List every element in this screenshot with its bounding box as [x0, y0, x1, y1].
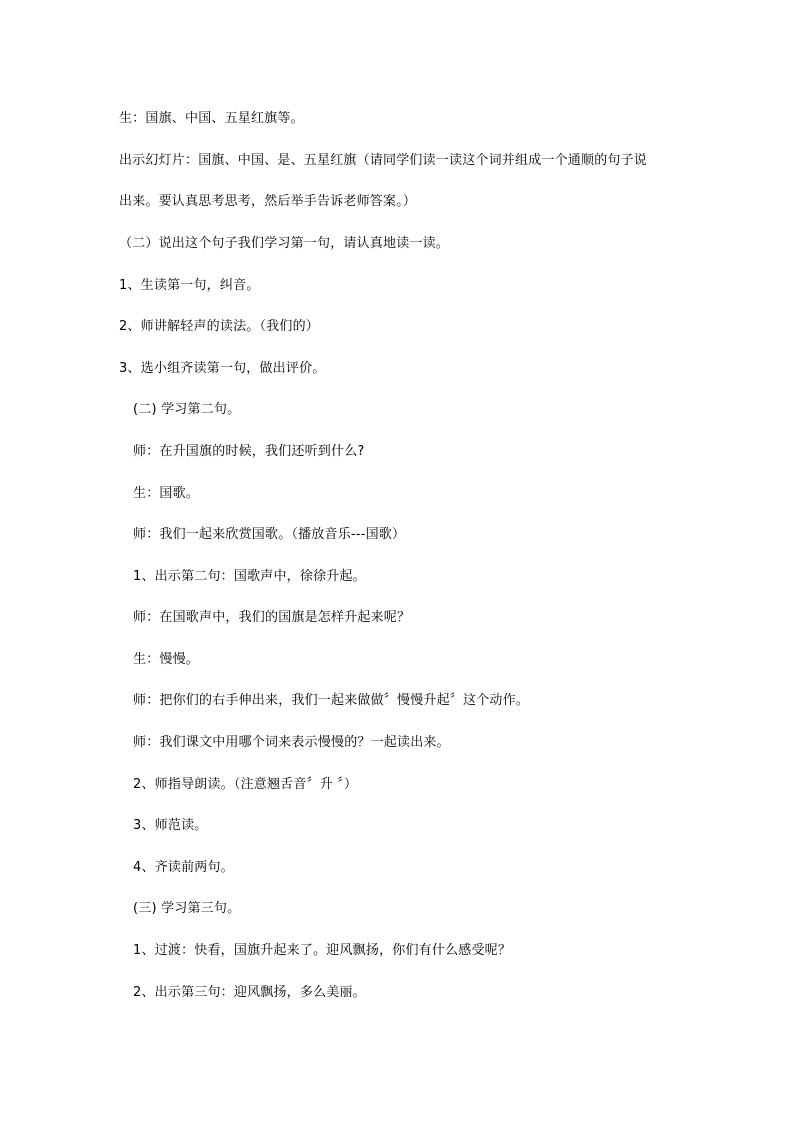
section-heading: (三) 学习第三句。	[133, 901, 241, 916]
text-line: （二）说出这个句子我们学习第一句，请认真地读一读。	[119, 236, 450, 251]
text-line: 师：我们一起来欣赏国歌。（播放音乐---国歌）	[133, 527, 406, 542]
text-line: 4、齐读前两句。	[133, 860, 234, 875]
text-line: 出来。要认真思考思考，然后举手告诉老师答案。）	[119, 194, 417, 209]
text-line: 生：国歌。	[133, 486, 200, 501]
text-line: 2、师指导朗读。（注意翘舌音〞升 〞）	[133, 777, 358, 792]
text-line: 1、过渡：快看，国旗升起来了。迎风飘扬，你们有什么感受呢？	[133, 943, 512, 958]
text-line: 3、师范读。	[133, 818, 208, 833]
text-line: 生：国旗、中国、五星红旗等。	[119, 111, 304, 126]
text-line: 1、出示第二句：国歌声中，徐徐升起。	[133, 569, 366, 584]
text-line: 2、师讲解轻声的读法。（我们的）	[119, 319, 319, 334]
text-line: 师：在国歌声中，我们的国旗是怎样升起来呢？	[133, 610, 411, 625]
text-line: 3、选小组齐读第一句，做出评价。	[119, 361, 326, 376]
text-line: 出示幻灯片：国旗、中国、是、五星红旗（请同学们读一读这个词并组成一个通顺的句子说	[119, 153, 648, 168]
text-line: 1、生读第一句，纠音。	[119, 278, 260, 293]
text-line: 师：把你们的右手伸出来，我们一起来做做〞慢慢升起〞这个动作。	[133, 693, 530, 708]
section-heading: (二) 学习第二句。	[133, 402, 241, 417]
text-line: 2、出示第三句：迎风飘扬，多么美丽。	[133, 985, 366, 1000]
text-line: 师：我们课文中用哪个词来表示慢慢的？一起读出来。	[133, 735, 450, 750]
text-line: 师：在升国旗的时候，我们还听到什么?	[133, 444, 365, 459]
text-line: 生：慢慢。	[133, 652, 200, 667]
